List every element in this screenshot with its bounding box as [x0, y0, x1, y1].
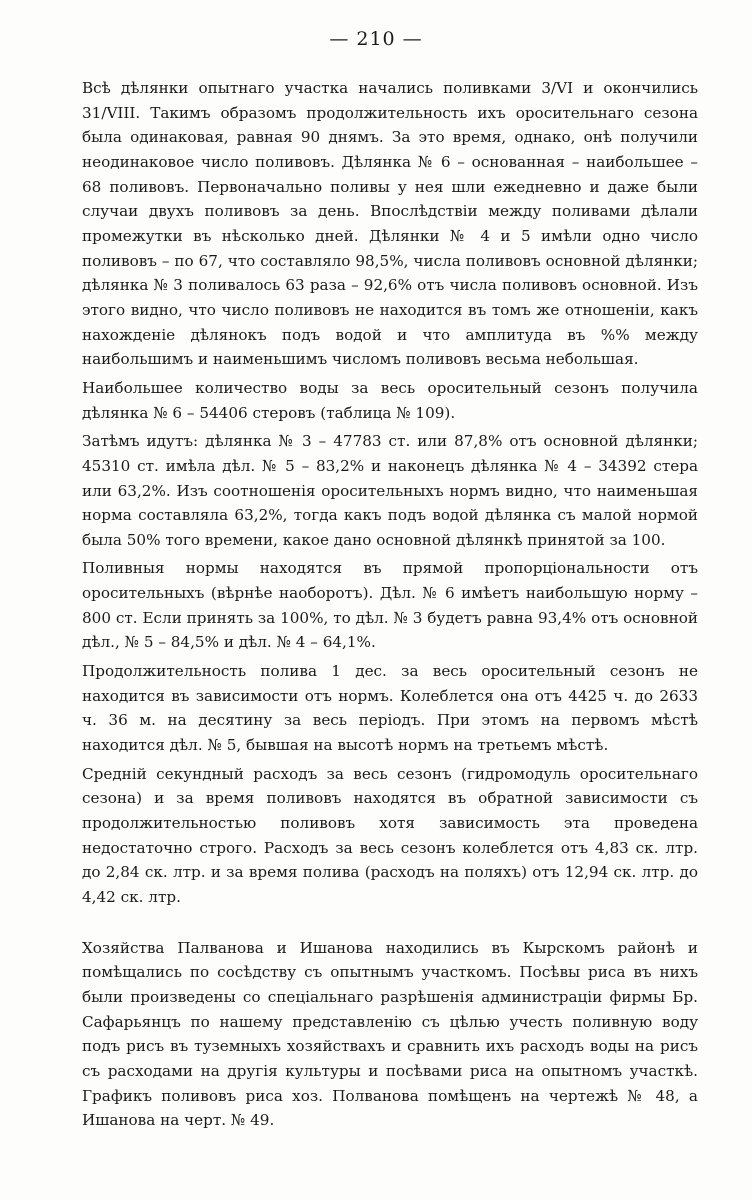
paragraph-4: Поливныя нормы находятся въ прямой пропорціональности отъ оросительныхъ (вѣрнѣе наоборотъ). Дѣл. № 6 имѣетъ наибольшую норму – 800 ст. Если принять за 100%, то дѣл. № 3 будетъ равна 93,4% отъ основной дѣл., № 5 – 84,5% и дѣл. № 4 – 64,1%.: [82, 559, 698, 652]
paragraph-3: Затѣмъ идутъ: дѣлянка № 3 – 47783 ст. или 87,8% отъ основной дѣлянки; 45310 ст. имѣла дѣл. № 5 – 83,2% и наконецъ дѣлянка № 4 – 34392 стера или 63,2%. Изъ соотношенія оросительныхъ нормъ видно, что наименьшая норма составляла 63,2%, тогда какъ подъ водой дѣлянка съ малой нормой была 50% того времени, какое дано основной дѣлянкѣ принятой за 100.: [82, 432, 698, 549]
paragraph-7: Хозяйства Палванова и Ишанова находились въ Кырскомъ районѣ и помѣщались по сосѣдству съ опытнымъ участкомъ. Посѣвы риса въ нихъ были произведены со спеціальнаго разрѣшенія администраціи фирмы Бр. Сафарьянцъ по нашему представленію съ цѣлью учесть поливную воду подъ рисъ въ туземныхъ хозяйствахъ и сравнить ихъ расходъ воды на рисъ съ расходами на другія культуры и посѣвами риса на опытномъ участкѣ. Графикъ поливовъ риса хоз. Полванова помѣщенъ на чертежѣ № 48, а Ишанова на черт. № 49.: [82, 938, 698, 1130]
page-number: — 210 —: [329, 28, 423, 50]
paragraph-6: Средній секундный расходъ за весь сезонъ (гидромодуль оросительнаго сезона) и за время поливовъ находятся въ обратной зависимости съ продолжительностью поливовъ хотя зависимость эта проведена недостаточно строго. Расходъ за весь сезонъ колеблется отъ 4,83 ск. лтр. до 2,84 ск. лтр. и за время полива (расходъ на поляхъ) отъ 12,94 ск. лтр. до 4,42 ск. лтр.: [82, 764, 698, 906]
paragraph-2: Наибольшее количество воды за весь оросительный сезонъ получила дѣлянка № 6 – 54406 стеровъ (таблица № 109).: [82, 378, 698, 422]
paragraph-1: Всѣ дѣлянки опытнаго участка начались поливками 3/VI и окончились 31/VIII. Такимъ образомъ продолжительность ихъ оросительнаго сезона была одинаковая, равная 90 днямъ. За это время, однако, онѣ получили неодинаковое число поливовъ. Дѣлянка № 6 – основанная – наибольшее – 68 поливовъ. Первоначально поливы у нея шли ежедневно и даже были случаи двухъ поливовъ за день. Впослѣдствіи между поливами дѣлали промежутки въ нѣсколько дней. Дѣлянки № 4 и 5 имѣли одно число поливовъ – по 67, что составляло 98,5%, числа поливовъ основной дѣлянки; дѣлянка № 3 поливалось 63 раза – 92,6% отъ числа поливовъ основной. Изъ этого видно, что число поливовъ не находится въ томъ же отношеніи, какъ нахожденіе дѣлянокъ подъ водой и что амплитуда въ %% между наибольшимъ и наименьшимъ числомъ поливовъ весьма небольшая.: [82, 79, 698, 369]
paragraph-5: Продолжительность полива 1 дес. за весь оросительный сезонъ не находится въ зависимости отъ нормъ. Колеблется она отъ 4425 ч. до 2633 ч. 36 м. на десятину за весь періодъ. При этомъ на первомъ мѣстѣ находится дѣл. № 5, бывшая на высотѣ нормъ на третьемъ мѣстѣ.: [82, 662, 698, 755]
body-text: [82, 76, 698, 1133]
